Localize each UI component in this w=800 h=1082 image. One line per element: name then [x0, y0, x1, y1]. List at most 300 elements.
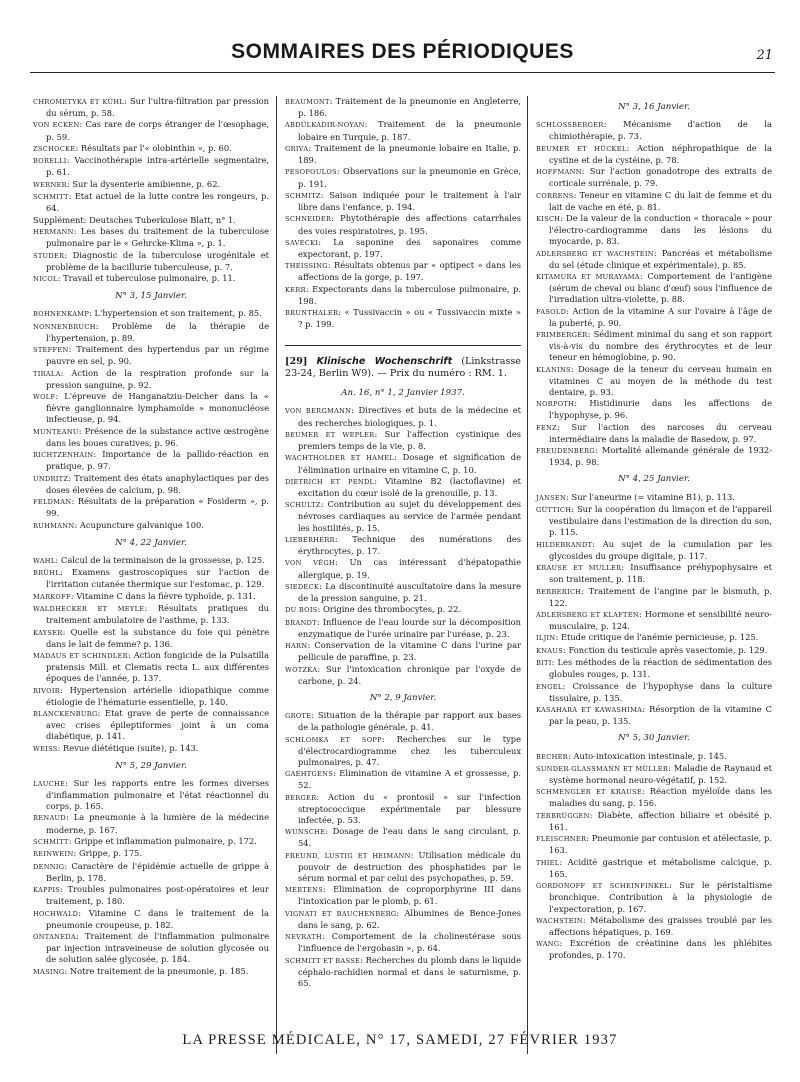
list-item [536, 422, 772, 445]
entry-title: : Recherches du plomb dans le liquide céphalo-rachidien normal et dans le saturnisme, p. 65. [298, 954, 521, 988]
list-item [33, 344, 269, 367]
entry-author: GORDONOFF ET SCHEINFINKEL [536, 882, 669, 891]
list-item [536, 492, 772, 504]
entry-author: FREUND, LUSTIG ET HEIMANN [285, 851, 411, 860]
entry-title: : Teneur en vitamine C du lait de femme et du lait de vache en été, p. 81. [549, 189, 772, 212]
page-footer: LA PRESSE MÉDICALE, N° 17, SAMEDI, 27 FÉVRIER 1937 [182, 1032, 618, 1048]
issue-heading: N° 5, 29 Janvier. [115, 760, 187, 771]
entry-title: : Notre traitement de la pneumonie, p. 185. [64, 965, 249, 976]
list-item [285, 452, 521, 475]
entry-title: : Résultats de la préparation « Fosiderm », p. 99. [46, 496, 269, 519]
entry-title: : Pancréas et métabolisme du sel (étude clinique et expérimentale), p. 85. [549, 247, 772, 270]
list-item [33, 567, 269, 590]
entry-author: KERR [285, 285, 306, 294]
list-item [33, 708, 269, 742]
entry-title: : Sur l'ultra-filtration par pression du sérum, p. 58. [46, 96, 269, 119]
list-item [33, 143, 269, 155]
list-item [536, 632, 772, 644]
entry-author: TIRALA [33, 369, 61, 378]
list-item [536, 213, 772, 247]
list-item [536, 751, 772, 763]
list-item [536, 445, 772, 468]
journal-name: Klinische Wochenschrift [316, 355, 453, 367]
entry-author: WACHTHOLDER ET HAMEL [285, 454, 395, 463]
entry-author: ILJIN [536, 634, 556, 643]
entry-author: GAEHTGENS [285, 770, 334, 779]
list-item [536, 681, 772, 704]
issue-heading: N° 4, 25 Janvier. [618, 474, 690, 485]
list-item [536, 645, 772, 657]
entry-author: NONNENBRUCH [33, 322, 96, 331]
entry-author: FLEISCHNER [536, 835, 587, 844]
entry-author: MUNTEANU [33, 427, 79, 436]
list-item [33, 96, 269, 119]
entry-title: : Les méthodes de la réaction de sédimentation des globules rouges, p. 131. [549, 657, 772, 680]
entry-author: WEISS [33, 744, 58, 753]
entry-title: : Sur l'aneurine (= vitamine B1), p. 113. [566, 491, 735, 502]
entry-author: BERBERICH [536, 587, 582, 596]
entry-title: : Vitamine C dans la fièvre typhoïde, p. 131. [70, 590, 256, 601]
entry-author: LIEBERHERR [285, 535, 335, 544]
entry-author: FREUDENBERG [536, 447, 595, 456]
list-item [33, 226, 269, 249]
entry-author: WANG [536, 940, 560, 949]
entry-title: : Elimination de coproporphyrine III dans l'intoxication par le plomb, p. 61. [298, 884, 521, 907]
list-item [536, 857, 772, 880]
entry-title: : Etat grave de perte de connaissance avec crises épileptiformes joint à un coma diabétique, p. 141. [46, 708, 269, 742]
entry-author: FASOLD [536, 307, 567, 316]
entry-author: UNDRITZ [33, 474, 69, 483]
entry-author: RICHTZENHAIN [33, 451, 94, 460]
entry-title: : Auto-intoxication intestinale, p. 145. [568, 750, 727, 761]
entry-author: REINWEIN [33, 850, 74, 859]
entry-title: : Mécanisme d'action de la chimiothérapie, p. 73. [549, 119, 772, 142]
list-item [285, 710, 521, 733]
list-item [33, 179, 269, 191]
entry-author: BRÜHL [33, 569, 60, 578]
entry-author: ONTANEDA [33, 933, 77, 942]
entry-author: SIEDECK [285, 582, 320, 591]
list-item [33, 520, 269, 532]
list-item [285, 884, 521, 907]
entry-author: WAHL [33, 556, 56, 565]
entry-title: : Résultats pratiques du traitement ambulatoire de l'asthme, p. 133. [46, 603, 269, 626]
list-item [285, 143, 521, 166]
entry-author: BLANCKENBURG [33, 710, 98, 719]
entry-title: : Calcul de la terminaison de la grossesse, p. 125. [55, 554, 265, 565]
list-item [33, 591, 269, 603]
entry-title: : Action du « prontosil » sur l'infection streptococcique expérimentale par blessure infectée, p. 53. [298, 791, 521, 825]
entry-title: : Sur l'intoxication chronique par l'oxyde de carbone, p. 24. [298, 663, 521, 686]
entry-author: KRAUSE ET MULLER [536, 564, 622, 573]
entry-author: STEFFEN [33, 346, 69, 355]
list-item [33, 273, 269, 285]
entry-author: JANSEN [536, 493, 567, 502]
entry-title: : De la valeur de la conduction « thoracale » pour l'électro-cardiogramme dans les lésions du myocarde, p. 83. [549, 213, 772, 247]
entry-author: VON VĚGH [285, 559, 335, 568]
list-item [285, 429, 521, 452]
list-item [536, 586, 772, 609]
entry-author: HILDEBRANDT [536, 540, 593, 549]
list-item [33, 650, 269, 684]
column-divider [276, 96, 277, 1054]
entry-title: : Sur l'affection cystinique des premiers temps de la vie, p. 8. [298, 428, 521, 452]
entry-title: : Pneumonie par contusion et atélectasie, p. 163. [549, 833, 772, 856]
entry-author: WALDHECKER ET MEYLE [33, 605, 145, 614]
list-item [33, 368, 269, 391]
entry-author: SCHMITT ET BASSE [285, 956, 361, 965]
entry-author: SAVECKI [285, 238, 319, 247]
entry-title: : Sur l'action des narcoses du cerveau intermédiaire dans la maladie de Basedow, p. 97. [549, 421, 772, 444]
list-item [33, 908, 269, 931]
list-item [33, 861, 269, 884]
list-item [536, 562, 772, 585]
entry-title: : Résultats par l'« olobinthin », p. 60. [75, 142, 232, 153]
list-item [536, 763, 772, 786]
entry-title: : Phytothérapie des affections catarrhales des voies respiratoires, p. 195. [298, 213, 521, 236]
issue-heading: N° 4, 22 Janvier. [115, 537, 187, 548]
entry-title: : Vitamine C dans le traitement de la pneumonie croupeuse, p. 182. [46, 907, 269, 930]
entry-title: : Vaccinothérapie intra-artérielle segmentaire, p. 61. [46, 155, 269, 178]
entry-author: GROTE [285, 712, 312, 721]
entry-author: KNAUS [536, 646, 564, 655]
entry-title: : Présence de la substance active œstrogène dans les boues curatives, p. 96. [46, 425, 269, 448]
list-item [536, 938, 772, 961]
entry-title: : Sur le péristaltisme bronchique. Contribution à la physiologie de l'expectoration, p. 167. [549, 880, 772, 914]
entry-title: : Diagnostic de la tuberculose urogénitale et problème de la bacillurie tuberculeuse, p. 7. [46, 249, 269, 272]
entry-title: : Traitement des états anaphylactiques par des doses élevées de calcium, p. 98. [46, 472, 269, 495]
list-item [285, 96, 521, 119]
entry-author: FENZ [536, 423, 557, 432]
list-item [285, 826, 521, 849]
entry-title: : Sédiment minimal du sang et son rapport vis-à-vis du nombre des érythrocytes et de leur teneur en hémoglobine, p. 90. [549, 329, 772, 363]
list-item [33, 426, 269, 449]
list-item [285, 307, 521, 330]
list-item [536, 306, 772, 329]
entry-author: ZSCHOCKE [33, 144, 76, 153]
entry-title: : Résultats obtenus par « optipect » dans les affections de la gorge, p. 197. [298, 260, 521, 283]
entry-title: : Métabolisme des graisses troublé par les affections hépatiques, p. 169. [549, 914, 772, 937]
list-item [33, 155, 269, 178]
entry-title: : Origine des thrombocytes, p. 22. [317, 604, 462, 615]
entry-title: : Recherches sur le type d'électrocardiogramme chez les tuberculeux pulmonaires, p. 47. [298, 733, 521, 767]
list-item [33, 743, 269, 755]
entry-author: GÜTTICH [536, 505, 572, 514]
entry-author: NORPOTH [536, 400, 575, 409]
list-item [33, 391, 269, 425]
entry-title: : Vitamine B2 (lactoflavine) et excitation du cœur isolé de la grenouille, p. 13. [298, 475, 521, 498]
entry-author: KLANINS [536, 365, 571, 374]
entry-title: : Importance de la pallido-réaction en pratique, p. 97. [46, 449, 269, 472]
entry-title: : Action fongicide de la Pulsatilla pratensis Mill. et Clematis recta L. aux différentes époques de l'année, p. 137. [46, 650, 269, 684]
entry-title: : Dosage de l'eau dans le sang circulant, p. 54. [298, 826, 521, 849]
entry-author: SCHULTZ [285, 501, 321, 510]
list-item [33, 308, 269, 320]
list-item [285, 534, 521, 557]
entry-author: HERMANN [33, 228, 74, 237]
entry-title: : Action néphropathique de la cystine et de la cystéine, p. 78. [549, 142, 772, 165]
entry-author: MADAUS ET SCHINDLER [33, 652, 128, 661]
entry-author: MARKOFF [33, 592, 71, 601]
entry-author: WOTZKA [285, 665, 318, 674]
entry-author: KASAHARA ET KAWASHIMA [536, 706, 643, 715]
entry-author: FELDMAN [33, 498, 72, 507]
list-item [33, 778, 269, 812]
entry-title: : Résorption de la vitamine C par la peau, p. 135. [549, 704, 773, 727]
entry-author: GRIVA [285, 144, 309, 153]
entry-author: LAUCHE [33, 779, 66, 788]
entry-author: ADLERSBERG ET KLAFTEN [536, 610, 639, 619]
issue-heading: An. 16, n° 1, 2 Janvier 1937. [341, 388, 465, 399]
journal-details: (Linkstrasse 23-24, Berlin W9). — Prix du numéro : RM. 1. [285, 355, 521, 379]
entry-author: KAYSER [33, 628, 63, 637]
entry-title: : Cas rare de corps étranger de l'œsophage, p. 59. [46, 119, 269, 142]
column-divider [527, 96, 528, 1054]
entry-author: NEVRATH [285, 933, 322, 942]
list-item [285, 617, 521, 640]
entry-author: HOCHWALD [33, 909, 79, 918]
entry-title: : Hypertension artérielle idiopathique comme étiologie de l'hématurie essentielle, p. 140. [46, 684, 269, 707]
entry-title: : Les bases du traitement de la tuberculose pulmonaire par le « Gehrcke-Klima », p. 1. [46, 226, 269, 249]
entry-title: : Action de la respiration profonde sur la pression sanguine, p. 92. [46, 367, 269, 390]
entry-author: FRIMBERGER [536, 331, 588, 340]
list-item [536, 880, 772, 914]
entry-title: : Sur les rapports entre les formes diverses d'inflammation pulmonaire et l'état réactionnel du corps, p. 165. [46, 777, 269, 812]
entry-author: BEUMER ET WEPLER [285, 430, 375, 439]
entry-author: STUDER [33, 251, 65, 260]
entry-author: HOFFMANN [536, 168, 582, 177]
entry-title: : Contribution au sujet du développement des névroses cardiaques au service de l'armée pendant les hostilités, p. 15. [298, 499, 521, 533]
entry-author: SCHLOMKA ET SOPP [285, 735, 382, 744]
entry-author: SCHLOSSBERGER [536, 121, 604, 130]
list-item [33, 884, 269, 907]
entry-author: DU BOIS [285, 606, 318, 615]
list-item [536, 810, 772, 833]
journal-number: [29] [285, 355, 308, 367]
entry-title: : Situation de la thérapie par rapport aux bases de la pathologie générale, p. 41. [298, 710, 521, 733]
list-item [285, 931, 521, 954]
issue-heading: N° 3, 16 Janvier. [618, 102, 690, 112]
entry-author: VON BERGMANN [285, 407, 352, 416]
issue-heading: N° 5, 30 Janvier. [618, 733, 690, 744]
entry-author: KITAMURA ET MURAYAMA [536, 273, 640, 282]
entry-author: KAPPIS [33, 886, 61, 895]
list-item [285, 166, 521, 189]
entry-author: SCHMENGLER ET KRAUSE [536, 788, 642, 797]
entry-title: : La saponine des saponaires comme expectorant, p. 197. [298, 236, 521, 259]
entry-title: : Expectorants dans la tuberculose pulmonaire, p. 198. [298, 283, 521, 306]
list-item [33, 321, 269, 344]
entry-author: DENNIG [33, 862, 65, 871]
entry-author: SUNDER-GLASSMANN ET MÜLLER [536, 764, 669, 773]
entry-title: : Diabète, affection biliaire et obésité p. 161. [549, 809, 772, 832]
entry-title: : Troubles pulmonaires post-opératoires et leur traitement, p. 180. [46, 884, 269, 907]
list-item [536, 786, 772, 809]
entry-author: HARN [285, 642, 308, 651]
list-item [285, 640, 521, 663]
entry-author: VON ECKEN [33, 121, 80, 130]
list-item [536, 539, 772, 562]
entry-author: RIVOIR [33, 686, 60, 695]
entry-author: RUHMANN [33, 521, 75, 530]
list-item [285, 604, 521, 616]
list-item [536, 915, 772, 938]
entry-author: ENGEL [536, 682, 563, 691]
entry-author: BORELLI [33, 157, 67, 166]
list-item [285, 260, 521, 283]
entry-author: DIETRICH ET PENDL [285, 477, 375, 486]
list-item [33, 848, 269, 860]
entry-author: BERGER [285, 793, 317, 802]
list-item [33, 449, 269, 472]
list-item [536, 609, 772, 632]
entry-author: BECHER [536, 752, 569, 761]
entry-title: : Dosage et signification de l'élimination urinaire en vitamine C, p. 10. [298, 452, 521, 475]
entry-author: BRANDT [285, 618, 317, 627]
list-item [33, 966, 269, 978]
list-item [285, 119, 521, 142]
list-item [536, 704, 772, 727]
entry-title: : L'hypertension et son traitement, p. 85. [89, 308, 262, 319]
entry-author: BEAUMONT [285, 98, 330, 106]
entry-author: ABDÜLKADIR-NOYAN [285, 121, 365, 130]
entry-title: : Histidinurie dans les affections de l'hypophyse, p. 96. [549, 398, 772, 421]
list-item [536, 657, 772, 680]
list-item [536, 248, 772, 271]
entry-author: BITI [536, 659, 552, 668]
entry-author: SCHMITZ [285, 191, 321, 200]
entry-author: BEUMER ET HÜCKEL [536, 144, 627, 153]
list-item [285, 284, 521, 307]
entry-title: : Comportement de la cholinestérase sous l'influence de l'ergobasin », p. 64. [298, 931, 521, 954]
list-item [536, 271, 772, 305]
list-item [285, 955, 521, 989]
entry-title: : Quelle est la substance du foie qui pénètre dans le lait de femme? p. 136. [46, 626, 269, 649]
entry-author: BRUNTHALER [285, 309, 339, 318]
issue-heading: N° 3, 15 Janvier. [115, 291, 187, 302]
page-number: 21 [756, 48, 773, 63]
entry-author: CORRENS [536, 191, 574, 200]
entry-title: : Etude critique de l'anémie pernicieuse, p. 125. [555, 632, 759, 643]
list-item [33, 931, 269, 965]
entry-title: : Technique des numérations des érythrocytes, p. 17. [298, 533, 521, 557]
list-item [285, 850, 521, 884]
entry-author: MERTENS [285, 886, 324, 895]
entry-title: : La pneumonie à la lumière de la médecine moderne, p. 167. [46, 812, 269, 835]
entry-title: : Maladie de Raynaud et système hormonal neuro-végétatif, p. 152. [549, 762, 772, 785]
list-item [285, 476, 521, 499]
entry-author: WACHSTEIN [536, 916, 583, 925]
entry-title: : Grippe et inflammation pulmonaire, p. 172. [68, 835, 257, 846]
list-item [285, 237, 521, 260]
list-item [536, 190, 772, 213]
entry-title: : Action de la vitamine A sur l'ovaire à l'âge de la puberté, p. 90. [549, 305, 772, 328]
list-item [536, 364, 772, 398]
entry-author: CHROMETYKA ET KÜHL [33, 98, 125, 106]
list-item [33, 119, 269, 142]
list-item [33, 250, 269, 273]
list-item [536, 398, 772, 421]
entry-title: : Sur l'action gonadotrope des extraits de corticale surrénale, p. 79. [549, 166, 772, 189]
entry-author: PESOPOULOS [285, 168, 337, 177]
entry-title: : Acupuncture galvanique 100. [74, 519, 204, 530]
entry-author: WUNSCHE [285, 828, 326, 837]
list-item [33, 496, 269, 519]
entry-title: : Traitement de l'inflammation pulmonaire par injection intraveineuse de solution glycosée ou de solution salée glycosée, p. 184. [46, 931, 269, 965]
list-item [33, 627, 269, 650]
entry-title: : Traitement de la pneumonie lobaire en Italie, p. 189. [298, 142, 521, 166]
list-item [33, 836, 269, 848]
list-item [285, 557, 521, 580]
list-item [285, 581, 521, 604]
entry-title: : Fonction du testicule après vasectomie, p. 129. [563, 644, 768, 655]
entry-title: : Croissance de l'hypophyse dans la culture tissulaire, p. 135. [549, 680, 772, 703]
entry-title: : Insuffisance préhypophysaire et son traitement, p. 118. [549, 562, 772, 585]
list-item [285, 768, 521, 791]
journal-divider [285, 345, 521, 346]
list-item [285, 499, 521, 533]
entry-title: : Traitement de la pneumonie en Angleterre, p. 186. [298, 96, 521, 119]
list-item [33, 603, 269, 626]
entry-title: : La discontinuité auscultatoire dans la mesure de la pression sanguine, p. 21. [298, 580, 521, 604]
entry-author: SCHNEIDER [285, 215, 332, 224]
entry-title: : Traitement des hypertendus par un régime pauvre en sel, p. 90. [46, 344, 269, 367]
entry-author: ADLERSBERG ET WACHSTEIN [536, 249, 654, 258]
entry-author: SCHMITT [33, 193, 69, 202]
entry-title: : Etat actuel de la lutte contre les rongeurs, p. 64. [46, 191, 269, 214]
page-title: SOMMAIRES DES PÉRIODIQUES [231, 40, 574, 63]
entry-title: : Sur la coopération du limaçon et de l'appareil vestibulaire dans l'estimation de la direction du son, p. 115. [549, 503, 772, 538]
entry-title: Supplément: Deutsches Tuberkulose Blatt, n° 1. [33, 214, 236, 225]
entry-author: NICOL [33, 275, 58, 284]
entry-title: : Au sujet de la cumulation par les glycosides du groupe digitale, p. 117. [549, 538, 772, 561]
list-item [285, 405, 521, 428]
entry-title: : Dosage de la teneur du cerveau humain en vitamines C au moyen de la méthode du test dentaire, p. 93. [549, 363, 772, 397]
list-item [285, 908, 521, 931]
list-item [285, 190, 521, 213]
entry-author: KISCH [536, 215, 561, 224]
list-item [285, 792, 521, 826]
entry-author: SCHMITT [33, 837, 69, 846]
list-item [536, 119, 772, 142]
entry-author: WERNER [33, 180, 67, 189]
entry-title: : Caractère de l'épidémie actuelle de grippe à Berlin, p. 178. [46, 860, 269, 883]
list-item [285, 213, 521, 236]
entry-title: : Revue diététique (suite), p. 143. [57, 742, 199, 753]
list-item [33, 215, 269, 226]
column-left [33, 96, 269, 978]
entry-title: : Traitement de la pneumonie lobaire en Turquie, p. 187. [298, 119, 521, 142]
entry-title: : Albumines de Bence-Jones dans le sang, p. 62. [298, 907, 521, 930]
entry-title: : « Tussivaccin » ou « Tussivaccin mixte » ? p. 199. [298, 307, 521, 330]
entry-author: THIEL [536, 858, 560, 867]
entry-title: : Un cas intéressant d'hépatopathie allergique, p. 19. [298, 557, 521, 580]
journal-heading [285, 356, 521, 381]
entry-author: THEISSING [285, 262, 328, 271]
entry-title: : Examens gastroscopiques sur l'action de l'irritation cutanée thermique sur l'estomac, p. 129. [46, 567, 269, 590]
entry-title: : Réaction myéloïde dans les maladies du sang, p. 156. [549, 786, 773, 809]
column-right [536, 96, 772, 962]
entry-title: : Saison indiquée pour le traitement à l'air libre dans l'enfance, p. 194. [298, 189, 521, 213]
list-item [536, 504, 772, 538]
entry-title: : Traitement de l'angine par le bismuth, p. 122. [549, 585, 772, 608]
entry-title: : Grippe, p. 175. [73, 848, 143, 859]
entry-title: : Problème de la thérapie de l'hypertension, p. 89. [46, 320, 269, 343]
entry-title: : Directives et buts de la médecine et des recherches biologiques, p. 1. [298, 405, 521, 428]
entry-title: : Travail et tuberculose pulmonaire, p. 11. [57, 273, 236, 284]
entry-title: : Hormone et sensibilité neuro-musculaire, p. 124. [549, 608, 772, 632]
entry-title: : Sur la dysenterie amibienne, p. 62. [66, 178, 221, 189]
